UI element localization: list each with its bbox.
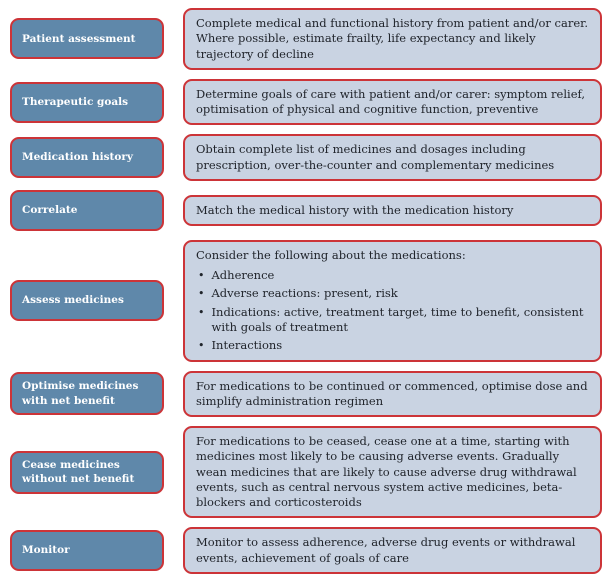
step-description: For medications to be ceased, cease one at a time, starting with medicines most likely to be causing adverse events. Gradually wean medicines that are likely to cause adverse drug withdrawal events, such as central nervous system active medicines, beta-blockers and corticosteroids	[196, 434, 577, 510]
step-description-intro: Consider the following about the medications:	[196, 247, 466, 262]
list-item-text: Adherence	[211, 268, 275, 283]
step-label: Patient assessment	[22, 32, 136, 45]
step-label-box-monitor	[10, 530, 164, 571]
process-row-therapeutic-goals	[10, 79, 602, 126]
step-description-box	[183, 371, 602, 418]
step-description: For medications to be continued or commenced, optimise dose and simplify administration regimen	[196, 378, 588, 408]
process-row-patient-assessment	[10, 8, 602, 70]
step-description: Obtain complete list of medicines and dosages including prescription, over-the-counter and complementary medicines	[196, 142, 555, 172]
step-label-box-therapeutic-goals	[10, 82, 164, 123]
bullet-icon: •	[198, 287, 205, 301]
list-item	[196, 286, 589, 301]
process-row-cease-medicines	[10, 426, 602, 518]
medication-considerations-list	[196, 265, 589, 353]
step-description: Monitor to assess adherence, adverse drug events or withdrawal events, achievement of goals of care	[196, 535, 576, 565]
step-description-box	[183, 240, 602, 362]
step-description-box	[183, 79, 602, 126]
process-row-monitor	[10, 527, 602, 574]
step-description-box	[183, 8, 602, 70]
step-description: Complete medical and functional history from patient and/or carer. Where possible, estimate frailty, life expectancy and likely trajectory of decline	[196, 16, 589, 61]
process-row-optimise-medicines	[10, 371, 602, 418]
step-label: Correlate	[22, 204, 78, 217]
step-description: Determine goals of care with patient and/or carer: symptom relief, optimisation of physical and cognitive function, preventive	[196, 86, 586, 117]
process-row-assess-medicines	[10, 240, 602, 362]
step-label: Monitor	[22, 544, 70, 557]
step-description: Match the medical history with the medication history	[196, 202, 514, 217]
step-label: Optimise medicines with net benefit	[22, 380, 139, 407]
step-label-box-medication-history	[10, 137, 164, 178]
step-label: Medication history	[22, 151, 133, 164]
list-item	[196, 338, 589, 353]
list-item	[196, 268, 589, 283]
list-item-text: Interactions	[211, 338, 283, 353]
step-description-box	[183, 134, 602, 181]
step-description-box	[183, 426, 602, 518]
step-label-box-assess-medicines	[10, 280, 164, 321]
step-label-box-patient-assessment	[10, 18, 164, 59]
step-label-box-correlate	[10, 190, 164, 231]
step-description-box	[183, 527, 602, 574]
bullet-icon: •	[198, 305, 205, 319]
step-label: Assess medicines	[22, 294, 124, 307]
process-row-correlate	[10, 190, 602, 231]
step-label: Therapeutic goals	[22, 95, 129, 108]
step-description-box	[183, 195, 602, 226]
bullet-icon: •	[198, 269, 205, 283]
list-item-text: Adverse reactions: present, risk	[211, 286, 398, 301]
step-label-box-cease-medicines	[10, 451, 164, 494]
step-label-box-optimise-medicines	[10, 372, 164, 415]
bullet-icon: •	[198, 339, 205, 353]
process-row-medication-history	[10, 134, 602, 181]
list-item	[196, 305, 589, 336]
list-item-text: Indications: active, treatment target, time to benefit, consistent with goals of treatment	[211, 304, 584, 334]
step-label: Cease medicines without net benefit	[22, 458, 135, 486]
